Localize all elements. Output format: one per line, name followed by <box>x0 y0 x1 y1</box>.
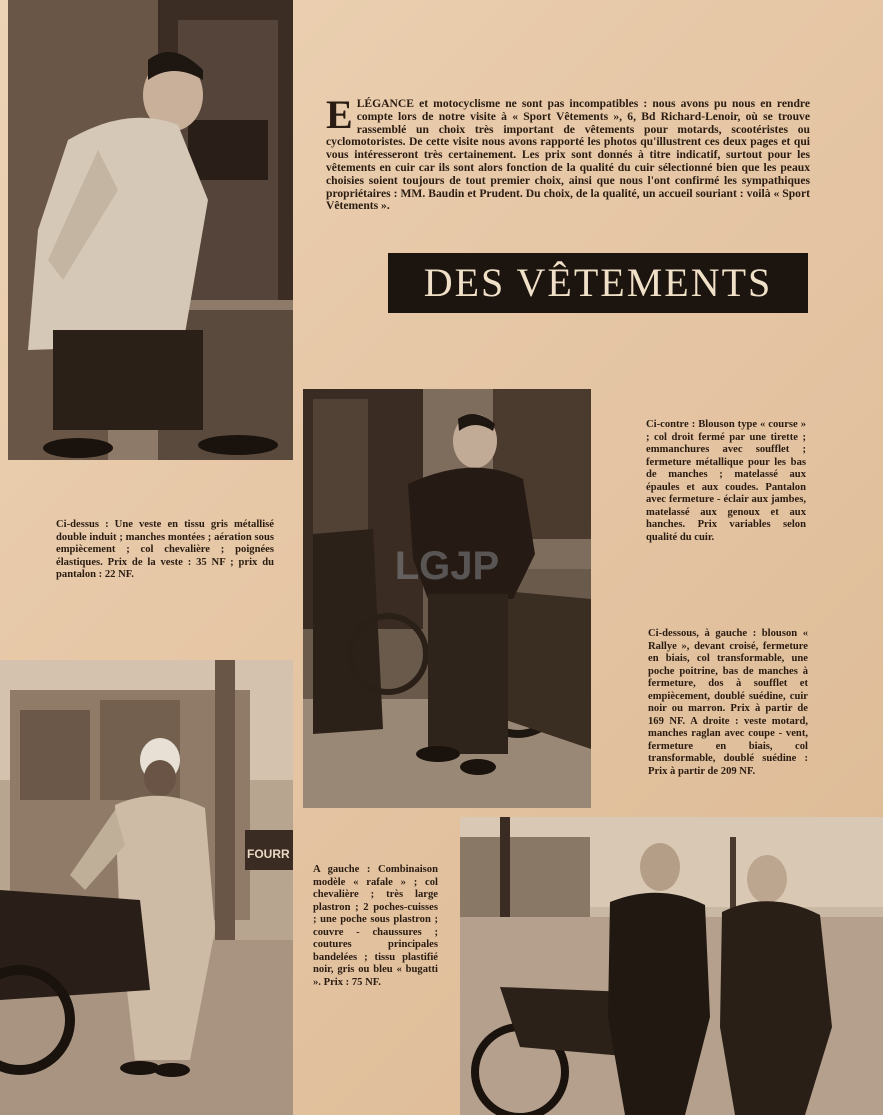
photo-center <box>303 389 591 808</box>
intro-dropcap: E <box>326 92 353 137</box>
intro-text: LÉGANCE et motocyclisme ne sont pas incompatibles : nous avons pu nous en rendre compte lors de notre visite à « Sport Vêtements », 6, Bd Richard-Lenoir, où se trouve rassemblé un choix très important de vêtements pour motards, scootéristes ou cyclomotoristes. De cette visite nous avons rapporté les photos qu'illustrent ces deux pages et qui vous intéresseront très certainement. Les prix sont donnés à titre indicatif, surtout pour les vêtements en cuir car ils sont alors fonction de la qualité du cuir sélectionné bien que les peaux choisies soient toujours de tout premier choix, ainsi que nous l'ont confirmé les sympathiques propriétaires : MM. Baudin et Prudent. Du choix, de la qualité, un accueil souriant : voilà « Sport Vêtements ». <box>326 97 810 213</box>
title-banner <box>388 253 808 313</box>
caption-right-bottom: Ci-dessous, à gauche : blouson « Rallye », devant croisé, fermeture en biais, col transformable, une poche poitrine, bas de manches à fermeture, dos à soufflet et empiècement, doublé suédine, cuir noir ou marron. Prix à partir de 169 NF. A droite : veste motard, manches raglan avec coupe - vent, fermeture en biais, col transformable, doublé suédine : Prix à partir de 209 NF. <box>648 628 808 777</box>
intro-paragraph <box>326 92 810 213</box>
photo-bottom-right <box>460 817 883 1115</box>
shop-sign: FOURR <box>247 847 290 861</box>
watermark-text: LGJP <box>394 544 500 588</box>
caption-right-top: Ci-contre : Blouson type « course » ; col droit fermé par une tirette ; emmanchures avec soufflet ; fermeture métallique pour les bas de manches ; matelassé aux épaules et aux coudes. Pantalon avec fermeture - éclair aux jambes, matelassé aux genoux et aux hanches. Prix variables selon qualité du cuir. <box>646 419 806 543</box>
caption-center-bottom: A gauche : Combinaison modèle « rafale » ; col chevalière ; très large plastron ; 2 poches-cuisses ; une poche sous plastron ; couvre - chaussures ; coutures principales bandelées ; tissu plastifié noir, gris ou bleu « bugatti ». Prix : 75 NF. <box>313 864 438 988</box>
photo-top-left <box>8 0 293 460</box>
caption-left-top: Ci-dessus : Une veste en tissu gris métallisé double induit ; manches montées ; aération sous empiècement ; col chevalière ; poignées élastiques. Prix de la veste : 35 NF ; prix du pantalon : 22 NF. <box>56 519 274 580</box>
photo-bottom-left <box>0 660 293 1115</box>
page-title: DES VÊTEMENTS <box>423 260 773 305</box>
